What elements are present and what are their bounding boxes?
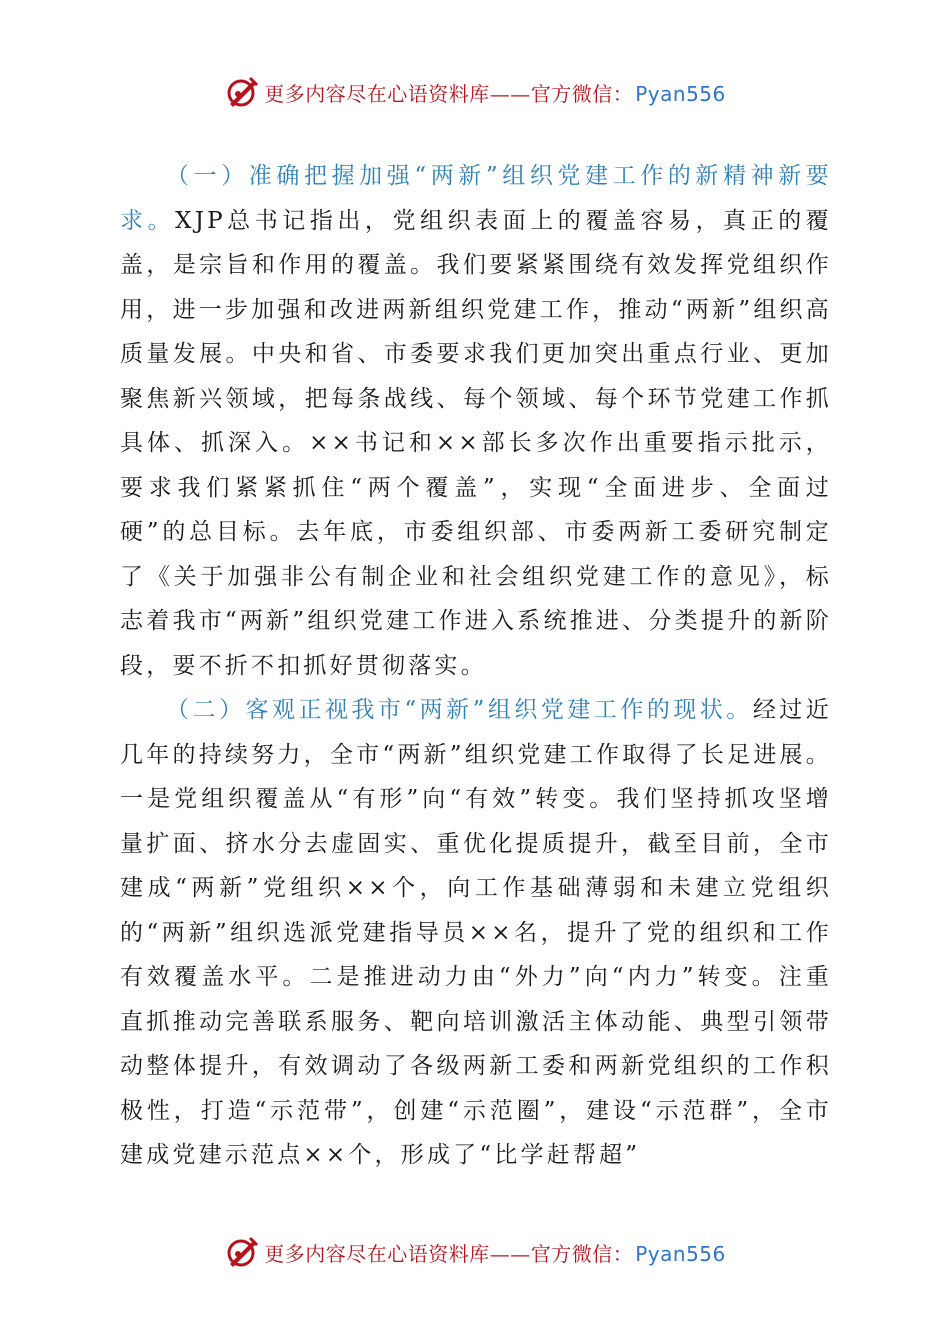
banner-contact-label: 官方微信：: [530, 81, 634, 106]
header-banner: [0, 72, 950, 112]
section-heading-2: （二）客观正视我市“两新”组织党建工作的现状。: [166, 697, 753, 723]
document-body: [120, 154, 832, 1178]
banner-main-text: 更多内容尽在心语资料库: [264, 1241, 490, 1266]
pen-logo-icon: [224, 1234, 260, 1270]
pen-logo-icon: [224, 74, 260, 110]
banner-wechat-id: Pyan556: [635, 81, 726, 106]
paragraph-2: [120, 688, 832, 1178]
banner-main-text: 更多内容尽在心语资料库: [264, 81, 490, 106]
banner-text: [264, 1238, 726, 1267]
paragraph-1-body: XJP总书记指出，党组织表面上的覆盖容易，真正的覆盖，是宗旨和作用的覆盖。我们要紧紧围绕有效发挥党组织作用，进一步加强和改进两新组织党建工作，推动“两新”组织高质量发展。中央和省、市委要求我们更加突出重点行业、更加聚焦新兴领域，把每条战线、每个领域、每个环节党建工作抓具体、抓深入。××书记和××部长多次作出重要指示批示，要求我们紧紧抓住“两个覆盖”，实现“全面进步、全面过硬”的总目标。去年底，市委组织部、市委两新工委研究制定了《关于加强非公有制企业和社会组织党建工作的意见》，标志着我市“两新”组织党建工作进入系统推进、分类提升的新阶段，要不折不扣抓好贯彻落实。: [120, 207, 833, 679]
footer-banner: [0, 1232, 950, 1272]
banner-dash: ——: [489, 1241, 531, 1266]
paragraph-2-body: 经过近几年的持续努力，全市“两新”组织党建工作取得了长足进展。一是党组织覆盖从“有形”向“有效”转变。我们坚持抓攻坚增量扩面、挤水分去虚固实、重优化提质提升，截至目前，全市建成“两新”党组织××个，向工作基础薄弱和未建立党组织的“两新”组织选派党建指导员××名，提升了党的组织和工作有效覆盖水平。二是推进动力由“外力”向“内力”转变。注重直抓推动完善联系服务、靶向培训激活主体动能、典型引领带动整体提升，有效调动了各级两新工委和两新党组织的工作积极性，打造“示范带”，创建“示范圈”，建设“示范群”，全市建成党建示范点××个，形成了“比学赶帮超”: [120, 697, 832, 1168]
banner-text: [264, 78, 726, 107]
paragraph-1: [120, 154, 832, 688]
banner-wechat-id: Pyan556: [635, 1241, 726, 1266]
section-heading-1: （一）准确把握加强“两新”组织党建工作的新精神新要求。: [120, 163, 832, 234]
banner-contact-label: 官方微信：: [530, 1241, 634, 1266]
banner-dash: ——: [489, 81, 531, 106]
